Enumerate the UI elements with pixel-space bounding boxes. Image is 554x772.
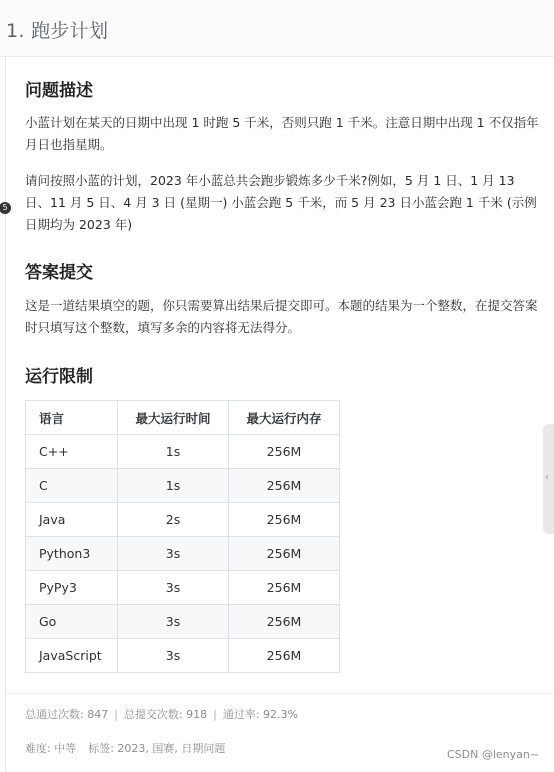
description-paragraph-2: 请问按照小蓝的计划，2023 年小蓝总共会跑步锻炼多少千米?例如，5 月 1 日、1 月 13 日、11 月 5 日、4 月 3 日 (星期一) 小蓝会跑 5 千米，而 5 月 23 日小蓝会跑 1 千米 (示例日期均为 2023 年) — [25, 173, 537, 232]
column-header-memory: 最大运行内存 — [229, 401, 340, 435]
cell-time: 3s — [118, 571, 229, 605]
cell-time: 2s — [118, 503, 229, 537]
cell-time: 3s — [118, 639, 229, 673]
problem-header — [0, 0, 554, 57]
limits-table-wrap — [25, 400, 340, 673]
limits-table — [25, 400, 340, 673]
cell-memory: 256M — [229, 503, 340, 537]
cell-memory: 256M — [229, 605, 340, 639]
cell-memory: 256M — [229, 469, 340, 503]
submission-paragraph: 这是一道结果填空的题，你只需要算出结果后提交即可。本题的结果为一个整数，在提交答案时只填写这个整数，填写多余的内容将无法得分。 — [25, 298, 538, 335]
tags-label: 标签: 2023, 国赛, 日期问题 — [88, 742, 226, 755]
column-header-language: 语言 — [26, 401, 118, 435]
table-row — [26, 469, 340, 503]
submission-stats — [25, 706, 298, 722]
section-heading-limits: 运行限制 — [25, 367, 93, 387]
table-row — [26, 435, 340, 469]
cell-memory: 256M — [229, 639, 340, 673]
problem-title: 1. 跑步计划 — [6, 20, 109, 42]
table-row — [26, 503, 340, 537]
difficulty-label: 难度: 中等 — [25, 742, 77, 755]
watermark: CSDN @lenyan~ — [447, 748, 540, 761]
cell-language: Java — [26, 503, 118, 537]
cell-time: 1s — [118, 435, 229, 469]
cell-memory: 256M — [229, 537, 340, 571]
cell-memory: 256M — [229, 435, 340, 469]
cell-language: JavaScript — [26, 639, 118, 673]
table-row — [26, 571, 340, 605]
table-row — [26, 605, 340, 639]
table-row — [26, 537, 340, 571]
rail-marker[interactable]: 5 — [0, 202, 11, 214]
stat-separator: | — [114, 708, 118, 721]
cell-time: 1s — [118, 469, 229, 503]
stat-passed: 总通过次数: 847 — [25, 708, 109, 721]
problem-meta — [25, 740, 225, 756]
cell-language: PyPy3 — [26, 571, 118, 605]
cell-time: 3s — [118, 605, 229, 639]
table-row — [26, 639, 340, 673]
footer-divider — [5, 693, 554, 694]
stat-submitted: 总提交次数: 918 — [123, 708, 208, 721]
cell-memory: 256M — [229, 571, 340, 605]
description-paragraph-1: 小蓝计划在某天的日期中出现 1 时跑 5 千米，否则只跑 1 千米。注意日期中出现 1 不仅指年月日也指星期。 — [25, 115, 539, 152]
left-rail — [2, 56, 8, 772]
cell-language: Python3 — [26, 537, 118, 571]
column-header-time: 最大运行时间 — [118, 401, 229, 435]
cell-language: C — [26, 469, 118, 503]
cell-language: Go — [26, 605, 118, 639]
table-header-row — [26, 401, 340, 435]
section-heading-description: 问题描述 — [25, 81, 93, 101]
section-heading-submission: 答案提交 — [25, 263, 93, 283]
side-panel-toggle[interactable] — [543, 424, 554, 534]
cell-time: 3s — [118, 537, 229, 571]
chevron-left-icon: ‹ — [545, 472, 549, 483]
cell-language: C++ — [26, 435, 118, 469]
stat-separator: | — [213, 708, 217, 721]
stat-pass-rate: 通过率: 92.3% — [222, 708, 298, 721]
